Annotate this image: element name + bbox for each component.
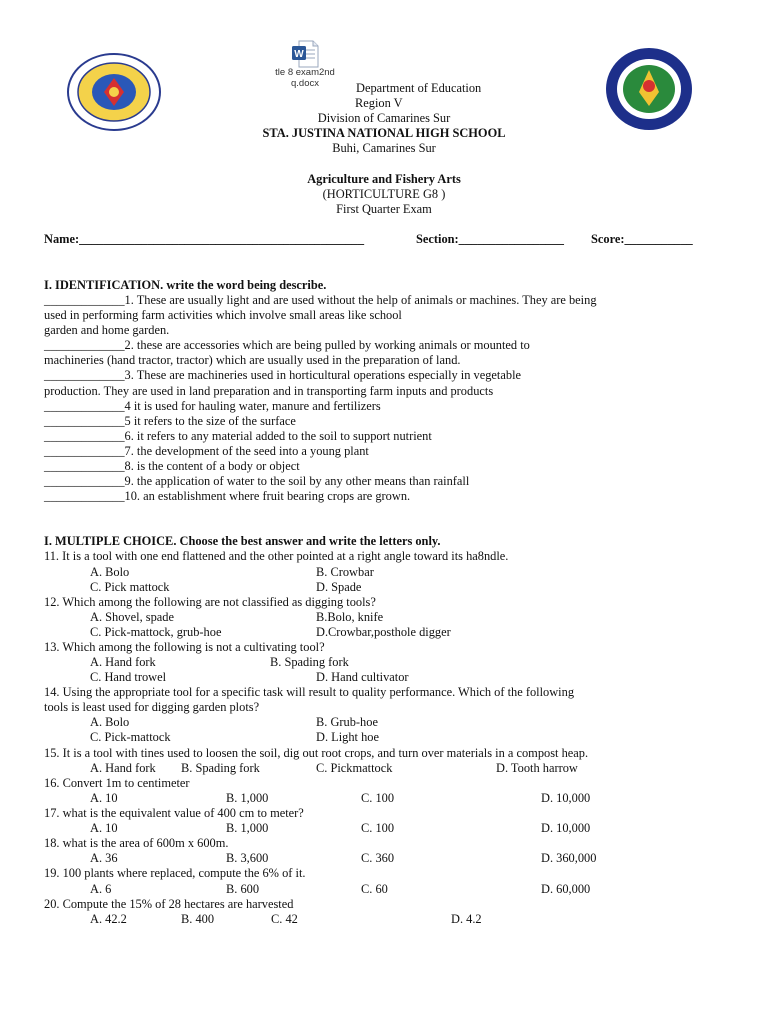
attachment-filename[interactable] [265, 67, 345, 89]
choice-11b: B. Crowbar [316, 565, 374, 579]
score-field: Score:___________ [591, 232, 693, 246]
choice-16c: C. 100 [361, 791, 395, 805]
choice-19d: D. 60,000 [541, 882, 591, 896]
header-exam-title: First Quarter Exam [336, 202, 432, 216]
choice-16d: D. 10,000 [541, 791, 591, 805]
name-field: Name:______________________________________________ [44, 232, 365, 246]
choice-17d: D. 10,000 [541, 821, 591, 835]
attachment-filename-line2: q.docx [291, 78, 319, 89]
choice-20a: A. 42.2 [90, 912, 127, 926]
ident-line: used in performing farm activities which involve small areas like school [44, 308, 402, 322]
ident-line: machineries (hand tractor, tractor) which are usually used in the preparation of land. [44, 353, 461, 367]
choice-13d: D. Hand cultivator [316, 670, 409, 684]
header-division: Division of Camarines Sur [317, 111, 451, 125]
choice-18c: C. 360 [361, 851, 395, 865]
choice-13b: B. Spading fork [270, 655, 349, 669]
choice-18b: B. 3,600 [226, 851, 269, 865]
section-field: Section:_________________ [416, 232, 564, 246]
choice-15a: A. Hand fork [90, 761, 156, 775]
question-19: 19. 100 plants where replaced, compute the 6% of it. [44, 866, 306, 880]
choice-14a: A. Bolo [90, 715, 130, 729]
choice-17c: C. 100 [361, 821, 395, 835]
ident-line: _____________4 it is used for hauling water, manure and fertilizers [44, 399, 381, 413]
choice-11c: C. Pick mattock [90, 580, 170, 594]
choice-16a: A. 10 [90, 791, 118, 805]
svg-text:W: W [294, 49, 304, 60]
choice-16b: B. 1,000 [226, 791, 269, 805]
question-11: 11. It is a tool with one end flattened and the other pointed at a right angle toward its ha8ndle. [44, 549, 509, 563]
question-16: 16. Convert 1m to centimeter [44, 776, 190, 790]
choice-20b: B. 400 [181, 912, 215, 926]
header-department: Department of Education [356, 81, 482, 95]
attachment-filename-line1: tle 8 exam2nd [275, 67, 335, 78]
question-17: 17. what is the equivalent value of 400 cm to meter? [44, 806, 304, 820]
question-13: 13. Which among the following is not a cultivating tool? [44, 640, 325, 654]
ident-line: production. They are used in land preparation and in transporting farm inputs and products [44, 384, 494, 398]
choice-19c: C. 60 [361, 882, 388, 896]
choice-20d: D. 4.2 [451, 912, 482, 926]
header-subject: Agriculture and Fishery Arts [307, 172, 461, 186]
choice-13c: C. Hand trowel [90, 670, 167, 684]
ident-line: garden and home garden. [44, 323, 170, 337]
header-school-name: STA. JUSTINA NATIONAL HIGH SCHOOL [262, 126, 506, 140]
ident-line: _____________1. These are usually light and are used without the help of animals or machines. They are being [44, 293, 597, 307]
choice-12b: B.Bolo, knife [316, 610, 384, 624]
choice-11a: A. Bolo [90, 565, 130, 579]
ident-line: _____________2. these are accessories which are being pulled by working animals or mounted to [44, 338, 530, 352]
choice-19a: A. 6 [90, 882, 112, 896]
choice-20c: C. 42 [271, 912, 298, 926]
question-12: 12. Which among the following are not classified as digging tools? [44, 595, 376, 609]
ident-line: _____________3. These are machineries used in horticultural operations especially in vegetable [44, 368, 522, 382]
choice-12a: A. Shovel, spade [90, 610, 174, 624]
ident-line: _____________10. an establishment where fruit bearing crops are grown. [44, 489, 411, 503]
ident-line: _____________8. is the content of a body or object [44, 459, 300, 473]
header-region: Region V [355, 96, 403, 110]
word-document-icon[interactable] [291, 40, 319, 68]
choice-15d: D. Tooth harrow [496, 761, 578, 775]
ident-line: _____________7. the development of the seed into a young plant [44, 444, 369, 458]
question-14-cont: tools is least used for digging garden plots? [44, 700, 260, 714]
choice-18a: A. 36 [90, 851, 118, 865]
header-location: Buhi, Camarines Sur [332, 141, 436, 155]
choice-15b: B. Spading fork [181, 761, 260, 775]
choice-14b: B. Grub-hoe [316, 715, 378, 729]
choice-15c: C. Pickmattock [316, 761, 393, 775]
choice-11d: D. Spade [316, 580, 362, 594]
ident-line: _____________5 it refers to the size of the surface [44, 414, 296, 428]
question-20: 20. Compute the 15% of 28 hectares are harvested [44, 897, 294, 911]
identification-title: I. IDENTIFICATION. write the word being describe. [44, 278, 327, 292]
choice-17b: B. 1,000 [226, 821, 269, 835]
choice-13a: A. Hand fork [90, 655, 156, 669]
question-14: 14. Using the appropriate tool for a specific task will result to quality performance. Which of the following [44, 685, 575, 699]
multiple-choice-title: I. MULTIPLE CHOICE. Choose the best answer and write the letters only. [44, 534, 441, 548]
choice-14c: C. Pick-mattock [90, 730, 171, 744]
question-18: 18. what is the area of 600m x 600m. [44, 836, 229, 850]
header-course: (HORTICULTURE G8 ) [322, 187, 446, 201]
choice-12d: D.Crowbar,posthole digger [316, 625, 451, 639]
question-15: 15. It is a tool with tines used to loosen the soil, dig out root crops, and turn over materials in a compost heap. [44, 746, 589, 760]
ident-line: _____________9. the application of water to the soil by any other means than rainfall [44, 474, 470, 488]
choice-18d: D. 360,000 [541, 851, 597, 865]
ident-line: _____________6. it refers to any material added to the soil to support nutrient [44, 429, 432, 443]
choice-14d: D. Light hoe [316, 730, 379, 744]
choice-12c: C. Pick-mattock, grub-hoe [90, 625, 222, 639]
choice-17a: A. 10 [90, 821, 118, 835]
choice-19b: B. 600 [226, 882, 260, 896]
